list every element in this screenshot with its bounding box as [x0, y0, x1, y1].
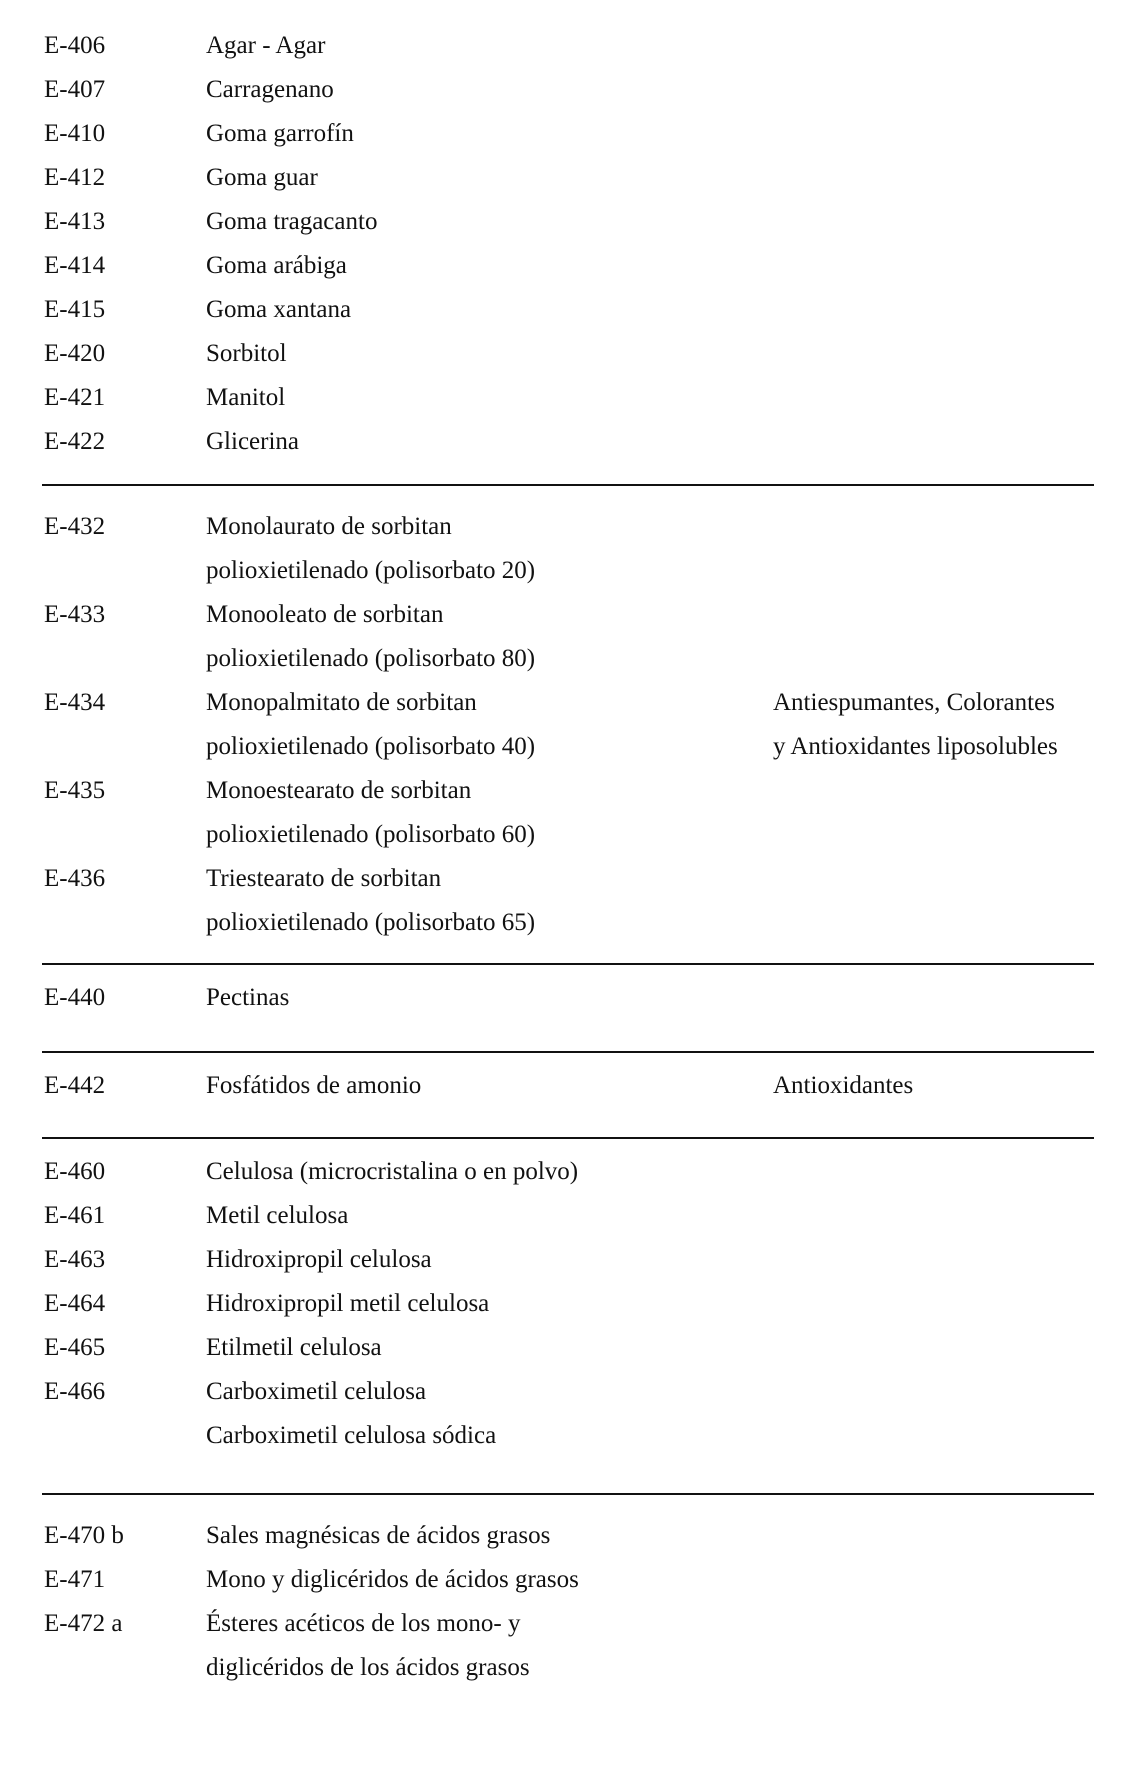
- additive-row: [0, 976, 1126, 1020]
- e-number-code: E-460: [44, 1158, 106, 1185]
- e-number-code: E-464: [44, 1290, 106, 1317]
- additive-group: [0, 24, 1126, 464]
- additive-group: [0, 1064, 1126, 1108]
- additive-row: [0, 24, 1126, 68]
- additive-name: Carboximetil celulosa sódica: [206, 1422, 497, 1449]
- additive-row: [0, 1646, 1126, 1690]
- additive-name: Monolaurato de sorbitan: [206, 513, 452, 540]
- additive-row: [0, 1194, 1126, 1238]
- additive-name: Monopalmitato de sorbitan: [206, 689, 477, 716]
- additive-row: [0, 1150, 1126, 1194]
- e-number-code: E-413: [44, 208, 106, 235]
- additive-row: [0, 637, 1126, 681]
- e-number-code: E-422: [44, 428, 106, 455]
- e-number-code: E-432: [44, 513, 106, 540]
- e-number-code: E-436: [44, 865, 106, 892]
- section-divider: [42, 1493, 1094, 1495]
- e-number-code: E-465: [44, 1334, 106, 1361]
- e-number-code: E-461: [44, 1202, 106, 1229]
- additive-group: [0, 1514, 1126, 1690]
- additive-row: [0, 112, 1126, 156]
- additive-name: Hidroxipropil metil celulosa: [206, 1290, 490, 1317]
- additive-name: polioxietilenado (polisorbato 80): [206, 645, 536, 672]
- additive-note: Antiespumantes, Colorantes: [773, 689, 1055, 716]
- additive-row: [0, 1282, 1126, 1326]
- additive-note: y Antioxidantes liposolubles: [773, 733, 1058, 760]
- additive-row: [0, 549, 1126, 593]
- additive-row: [0, 332, 1126, 376]
- e-number-code: E-442: [44, 1072, 106, 1099]
- e-number-code: E-472 a: [44, 1610, 123, 1637]
- additive-name: polioxietilenado (polisorbato 60): [206, 821, 536, 848]
- additive-row: [0, 681, 1126, 725]
- e-number-code: E-463: [44, 1246, 106, 1273]
- additive-name: Hidroxipropil celulosa: [206, 1246, 432, 1273]
- additive-row: [0, 505, 1126, 549]
- additive-row: [0, 1414, 1126, 1458]
- additive-name: Goma arábiga: [206, 252, 347, 279]
- section-divider: [42, 963, 1094, 965]
- e-number-code: E-433: [44, 601, 106, 628]
- additive-name: Fosfátidos de amonio: [206, 1072, 422, 1099]
- e-number-code: E-434: [44, 689, 106, 716]
- additive-row: [0, 1326, 1126, 1370]
- e-number-code: E-470 b: [44, 1522, 124, 1549]
- additive-row: [0, 725, 1126, 769]
- additive-group: [0, 976, 1126, 1020]
- e-number-code: E-466: [44, 1378, 106, 1405]
- additive-note: Antioxidantes: [773, 1072, 914, 1099]
- e-number-code: E-412: [44, 164, 106, 191]
- additive-name: Agar - Agar: [206, 32, 326, 59]
- e-number-code: E-410: [44, 120, 106, 147]
- additive-row: [0, 1514, 1126, 1558]
- additive-name: Sales magnésicas de ácidos grasos: [206, 1522, 551, 1549]
- additive-row: [0, 244, 1126, 288]
- additive-name: Triestearato de sorbitan: [206, 865, 442, 892]
- additive-row: [0, 200, 1126, 244]
- additive-row: [0, 68, 1126, 112]
- e-number-code: E-435: [44, 777, 106, 804]
- additive-name: Goma garrofín: [206, 120, 354, 147]
- additive-name: polioxietilenado (polisorbato 65): [206, 909, 536, 936]
- additive-row: [0, 813, 1126, 857]
- additive-name: Carboximetil celulosa: [206, 1378, 427, 1405]
- additive-name: Monoestearato de sorbitan: [206, 777, 472, 804]
- e-number-code: E-420: [44, 340, 106, 367]
- additive-name: Glicerina: [206, 428, 300, 455]
- additive-name: Celulosa (microcristalina o en polvo): [206, 1158, 579, 1185]
- additive-name: polioxietilenado (polisorbato 20): [206, 557, 536, 584]
- additive-row: [0, 769, 1126, 813]
- additive-name: Mono y diglicéridos de ácidos grasos: [206, 1566, 579, 1593]
- e-number-code: E-406: [44, 32, 106, 59]
- additive-row: [0, 1558, 1126, 1602]
- section-divider: [42, 1051, 1094, 1053]
- e-number-code: E-471: [44, 1566, 106, 1593]
- e-number-code: E-415: [44, 296, 106, 323]
- additive-name: Goma guar: [206, 164, 318, 191]
- additive-row: [0, 1064, 1126, 1108]
- additive-name: Carragenano: [206, 76, 334, 103]
- additive-row: [0, 420, 1126, 464]
- additive-name: Sorbitol: [206, 340, 287, 367]
- additive-row: [0, 901, 1126, 945]
- additive-row: [0, 376, 1126, 420]
- e-number-code: E-421: [44, 384, 106, 411]
- additive-row: [0, 1602, 1126, 1646]
- additive-row: [0, 288, 1126, 332]
- additive-name: diglicéridos de los ácidos grasos: [206, 1654, 530, 1681]
- e-number-code: E-440: [44, 984, 106, 1011]
- additive-row: [0, 593, 1126, 637]
- additive-name: polioxietilenado (polisorbato 40): [206, 733, 536, 760]
- additive-name: Manitol: [206, 384, 286, 411]
- e-number-code: E-414: [44, 252, 106, 279]
- additive-group: [0, 505, 1126, 945]
- additive-group: [0, 1150, 1126, 1458]
- additive-name: Goma tragacanto: [206, 208, 378, 235]
- additive-row: [0, 1370, 1126, 1414]
- additive-name: Pectinas: [206, 984, 290, 1011]
- additive-name: Goma xantana: [206, 296, 352, 323]
- additive-name: Ésteres acéticos de los mono- y: [206, 1610, 521, 1637]
- section-divider: [42, 1137, 1094, 1139]
- additive-name: Metil celulosa: [206, 1202, 349, 1229]
- additive-name: Monooleato de sorbitan: [206, 601, 444, 628]
- additive-row: [0, 857, 1126, 901]
- e-number-code: E-407: [44, 76, 106, 103]
- additive-row: [0, 156, 1126, 200]
- additive-name: Etilmetil celulosa: [206, 1334, 382, 1361]
- section-divider: [42, 484, 1094, 486]
- additive-row: [0, 1238, 1126, 1282]
